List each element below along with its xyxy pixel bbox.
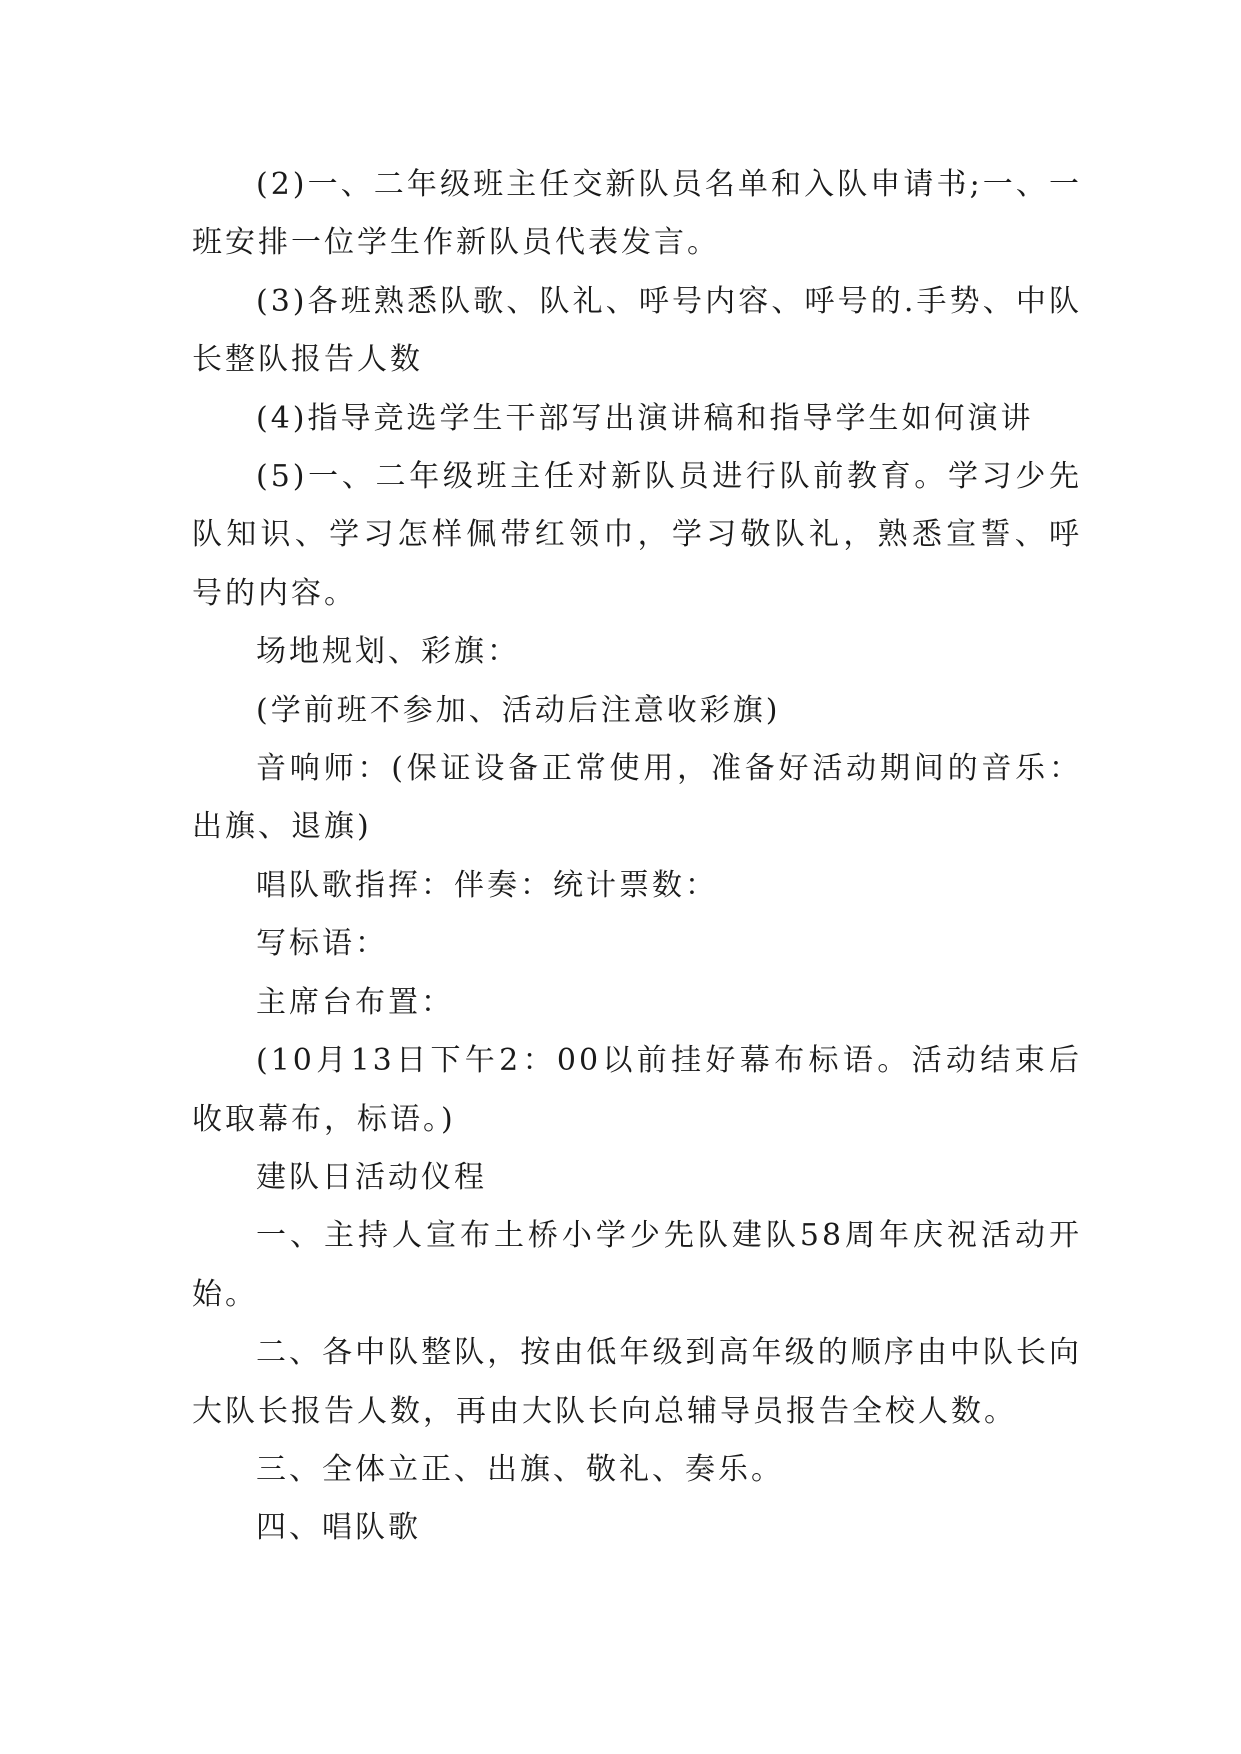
paragraph-item-3: (3)各班熟悉队歌、队礼、呼号内容、呼号的.手势、中队长整队报告人数 [192, 283, 1082, 378]
banner-writing-line: 写标语： [256, 926, 388, 962]
paragraph-item-2: (2)一、二年级班主任交新队员名单和入队申请书;一、一班安排一位学生作新队员代表发言。 [192, 167, 1082, 261]
paragraph-item-5: (5)一、二年级班主任对新队员进行队前教育。学习少先队知识、学习怎样佩带红领巾，学习敬队礼，熟悉宣誓、呼号的内容。 [192, 459, 1082, 611]
venue-flags-note: (学前班不参加、活动后注意收彩旗) [256, 692, 781, 728]
stage-setup-note: (10月13日下午2：00以前挂好幕布标语。活动结束后收取幕布，标语。) [192, 1043, 1082, 1137]
song-roles-line: 唱队歌指挥：伴奏：统计票数： [256, 867, 718, 903]
ceremony-procedure-heading: 建队日活动仪程 [256, 1159, 487, 1195]
sound-engineer-line: 音响师：(保证设备正常使用，准备好活动期间的音乐：出旗、退旗) [192, 751, 1082, 845]
procedure-step-2: 二、各中队整队，按由低年级到高年级的顺序由中队长向大队长报告人数，再由大队长向总辅导员报告全校人数。 [192, 1335, 1082, 1429]
stage-setup-line: 主席台布置： [256, 984, 454, 1020]
procedure-step-4: 四、唱队歌 [256, 1510, 421, 1546]
document-body [192, 156, 1082, 1558]
procedure-step-1: 一、主持人宣布土桥小学少先队建队58周年庆祝活动开始。 [192, 1218, 1082, 1312]
venue-flags-heading: 场地规划、彩旗： [256, 634, 520, 670]
procedure-step-3: 三、全体立正、出旗、敬礼、奏乐。 [256, 1451, 784, 1487]
paragraph-item-4: (4)指导竞选学生干部写出演讲稿和指导学生如何演讲 [256, 400, 1034, 436]
